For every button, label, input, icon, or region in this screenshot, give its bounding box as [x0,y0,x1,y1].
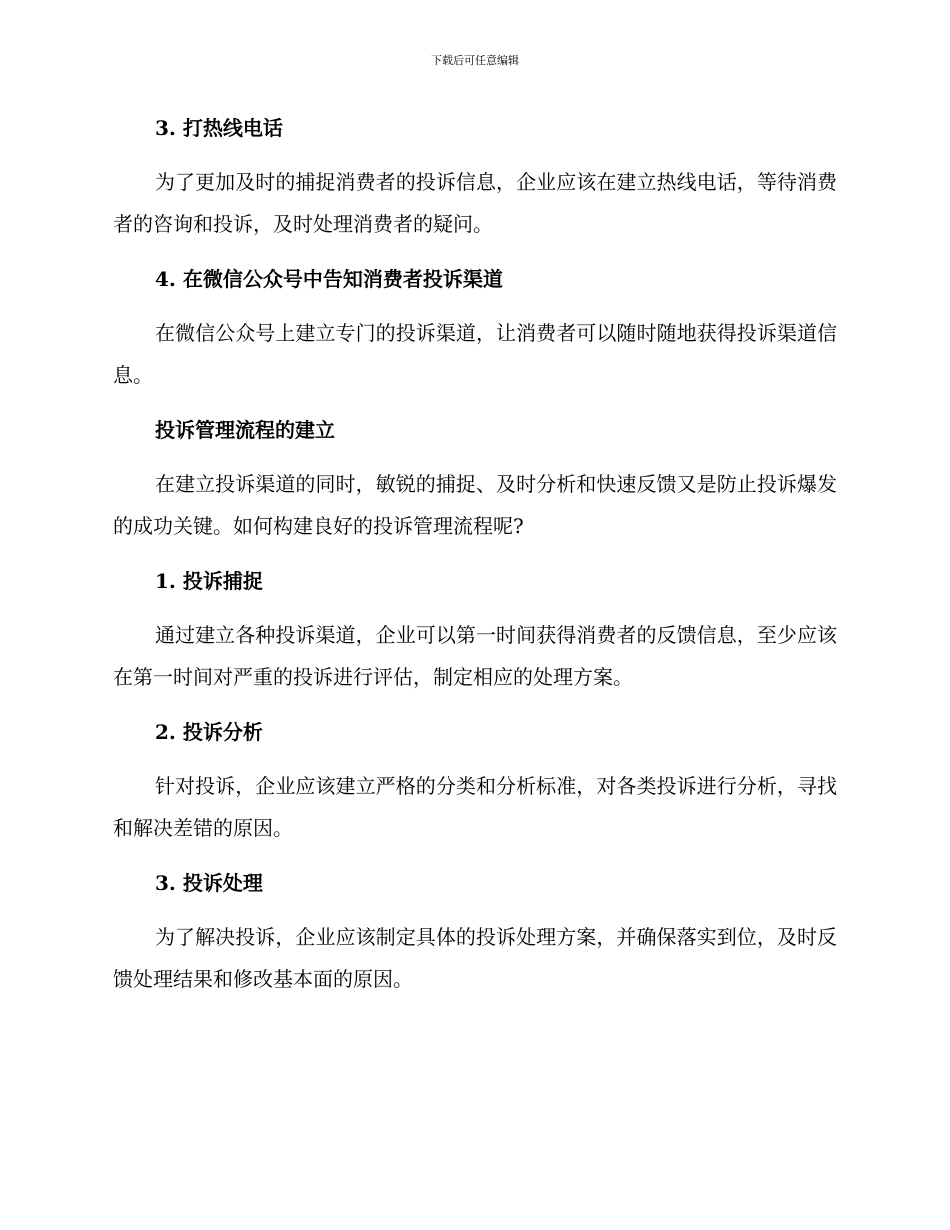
paragraph-wechat: 在微信公众号上建立专门的投诉渠道，让消费者可以随时随地获得投诉渠道信息。 [113,321,837,387]
paragraph-analysis: 针对投诉，企业应该建立严格的分类和分析标准，对各类投诉进行分析，寻找和解决差错的原因。 [113,774,837,840]
section-heading-wechat: 4. 在微信公众号中告知消费者投诉渠道 [155,267,503,291]
section-heading-process: 投诉管理流程的建立 [155,418,335,442]
section-heading-hotline: 3. 打热线电话 [155,116,283,140]
paragraph-process: 在建立投诉渠道的同时，敏锐的捕捉、及时分析和快速反馈又是防止投诉爆发的成功关键。如何构建良好的投诉管理流程呢? [113,472,837,538]
page-header: 下载后可任意编辑 [431,54,519,67]
paragraph-handling: 为了解决投诉，企业应该制定具体的投诉处理方案，并确保落实到位，及时反馈处理结果和修改基本面的原因。 [113,925,837,991]
section-heading-analysis: 2. 投诉分析 [155,720,263,744]
section-heading-handling: 3. 投诉处理 [155,871,263,895]
paragraph-capture: 通过建立各种投诉渠道，企业可以第一时间获得消费者的反馈信息，至少应该在第一时间对严重的投诉进行评估，制定相应的处理方案。 [113,623,837,689]
document-body [113,108,837,1000]
section-heading-capture: 1. 投诉捕捉 [155,569,263,593]
paragraph-hotline: 为了更加及时的捕捉消费者的投诉信息，企业应该在建立热线电话，等待消费者的咨询和投诉，及时处理消费者的疑问。 [113,170,837,236]
